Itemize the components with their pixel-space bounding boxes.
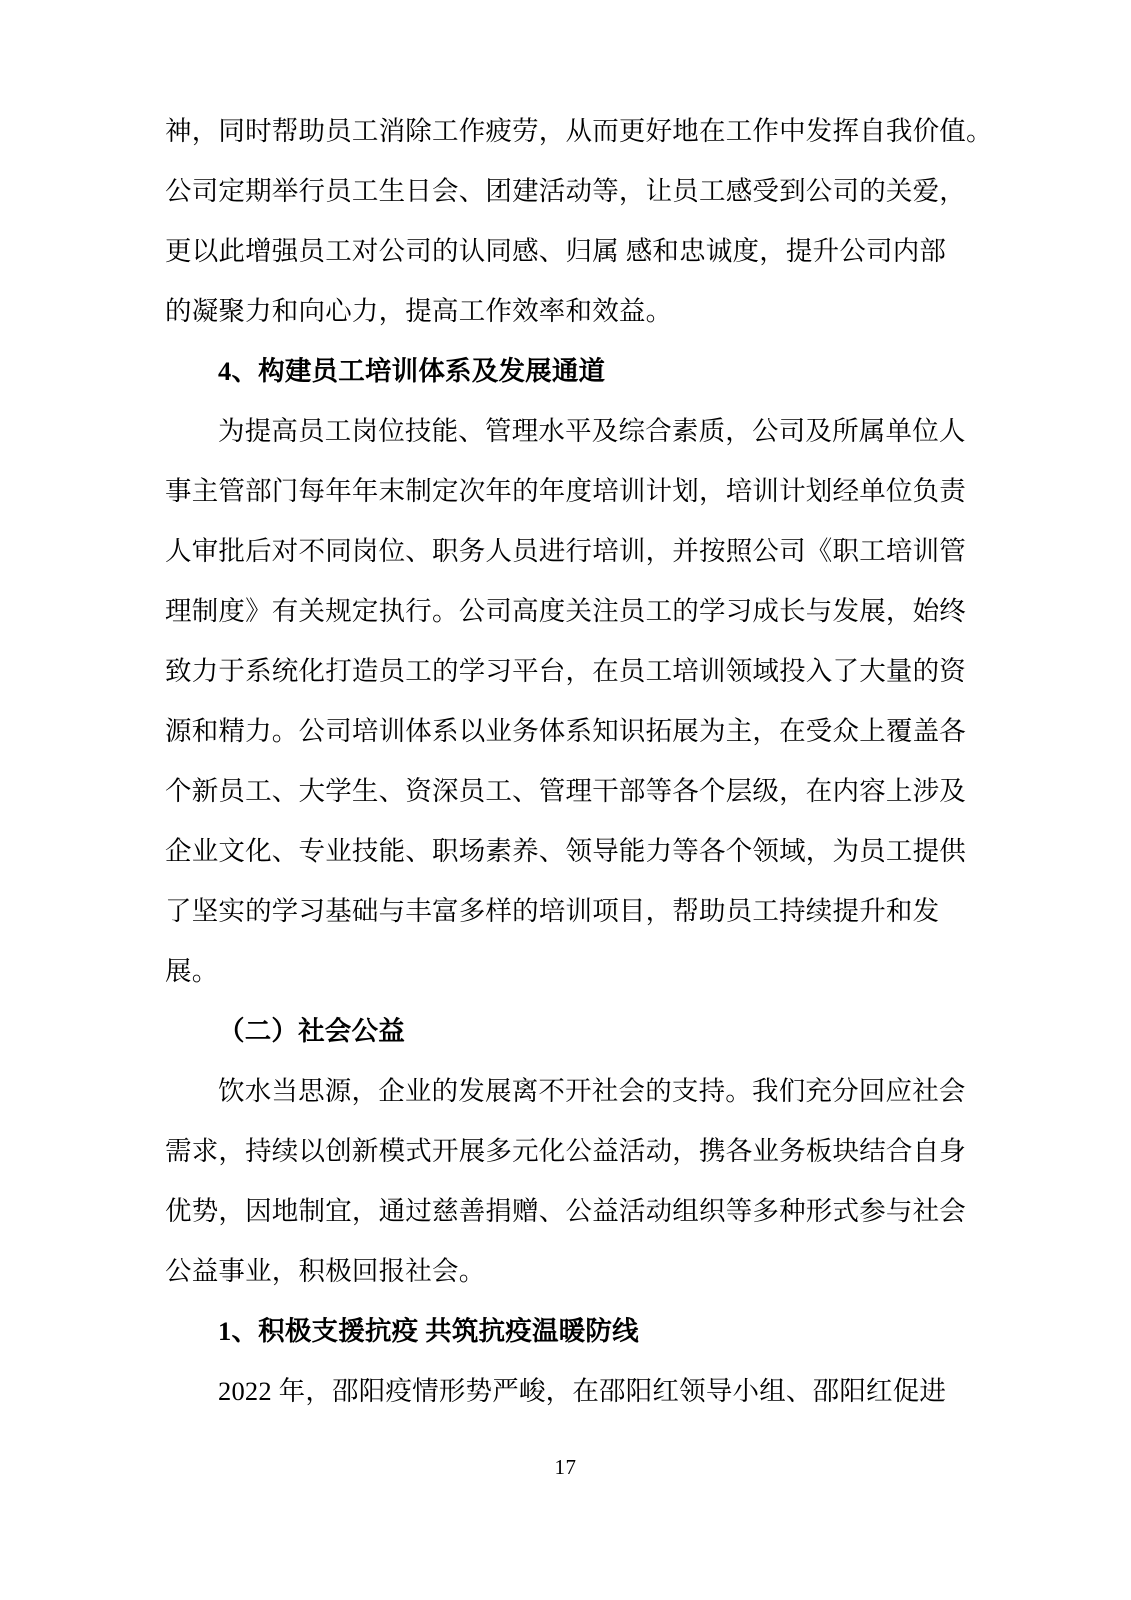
- text-line: 为提高员工岗位技能、管理水平及综合素质，公司及所属单位人: [218, 416, 966, 446]
- section-heading: 1、积极支援抗疫 共筑抗疫温暖防线: [218, 1316, 639, 1346]
- text-line: 2022 年，邵阳疫情形势严峻，在邵阳红领导小组、邵阳红促进: [218, 1376, 947, 1406]
- text-line: 企业文化、专业技能、职场素养、领导能力等各个领域，为员工提供: [165, 836, 966, 866]
- text-line: 饮水当思源，企业的发展离不开社会的支持。我们充分回应社会: [218, 1076, 966, 1106]
- text-line: 理制度》有关规定执行。公司高度关注员工的学习成长与发展，始终: [165, 596, 966, 626]
- text-line: 人审批后对不同岗位、职务人员进行培训，并按照公司《职工培训管: [165, 536, 966, 566]
- document-body: [165, 101, 993, 1421]
- text-line: 了坚实的学习基础与丰富多样的培训项目，帮助员工持续提升和发: [165, 896, 940, 926]
- section-heading: （二）社会公益: [218, 1016, 405, 1046]
- text-line: 的凝聚力和向心力，提高工作效率和效益。: [165, 296, 673, 326]
- text-line: 优势，因地制宜，通过慈善捐赠、公益活动组织等多种形式参与社会: [165, 1196, 966, 1226]
- text-line: 事主管部门每年年末制定次年的年度培训计划，培训计划经单位负责: [165, 476, 966, 506]
- text-line: 个新员工、大学生、资深员工、管理干部等各个层级，在内容上涉及: [165, 776, 966, 806]
- text-line: 神，同时帮助员工消除工作疲劳，从而更好地在工作中发挥自我价值。: [165, 116, 993, 146]
- text-line: 需求，持续以创新模式开展多元化公益活动，携各业务板块结合自身: [165, 1136, 966, 1166]
- text-line: 公益事业，积极回报社会。: [165, 1256, 486, 1286]
- text-line: 公司定期举行员工生日会、团建活动等，让员工感受到公司的关爱，: [165, 176, 966, 206]
- text-line: 展。: [165, 956, 219, 986]
- page-footer: [0, 1452, 1131, 1482]
- section-heading: 4、构建员工培训体系及发展通道: [218, 356, 606, 386]
- text-line: 源和精力。公司培训体系以业务体系知识拓展为主，在受众上覆盖各: [165, 716, 966, 746]
- text-line: 致力于系统化打造员工的学习平台，在员工培训领域投入了大量的资: [165, 656, 966, 686]
- text-line: 更以此增强员工对公司的认同感、归属 感和忠诚度，提升公司内部: [165, 236, 947, 266]
- page-number: 17: [554, 1455, 577, 1479]
